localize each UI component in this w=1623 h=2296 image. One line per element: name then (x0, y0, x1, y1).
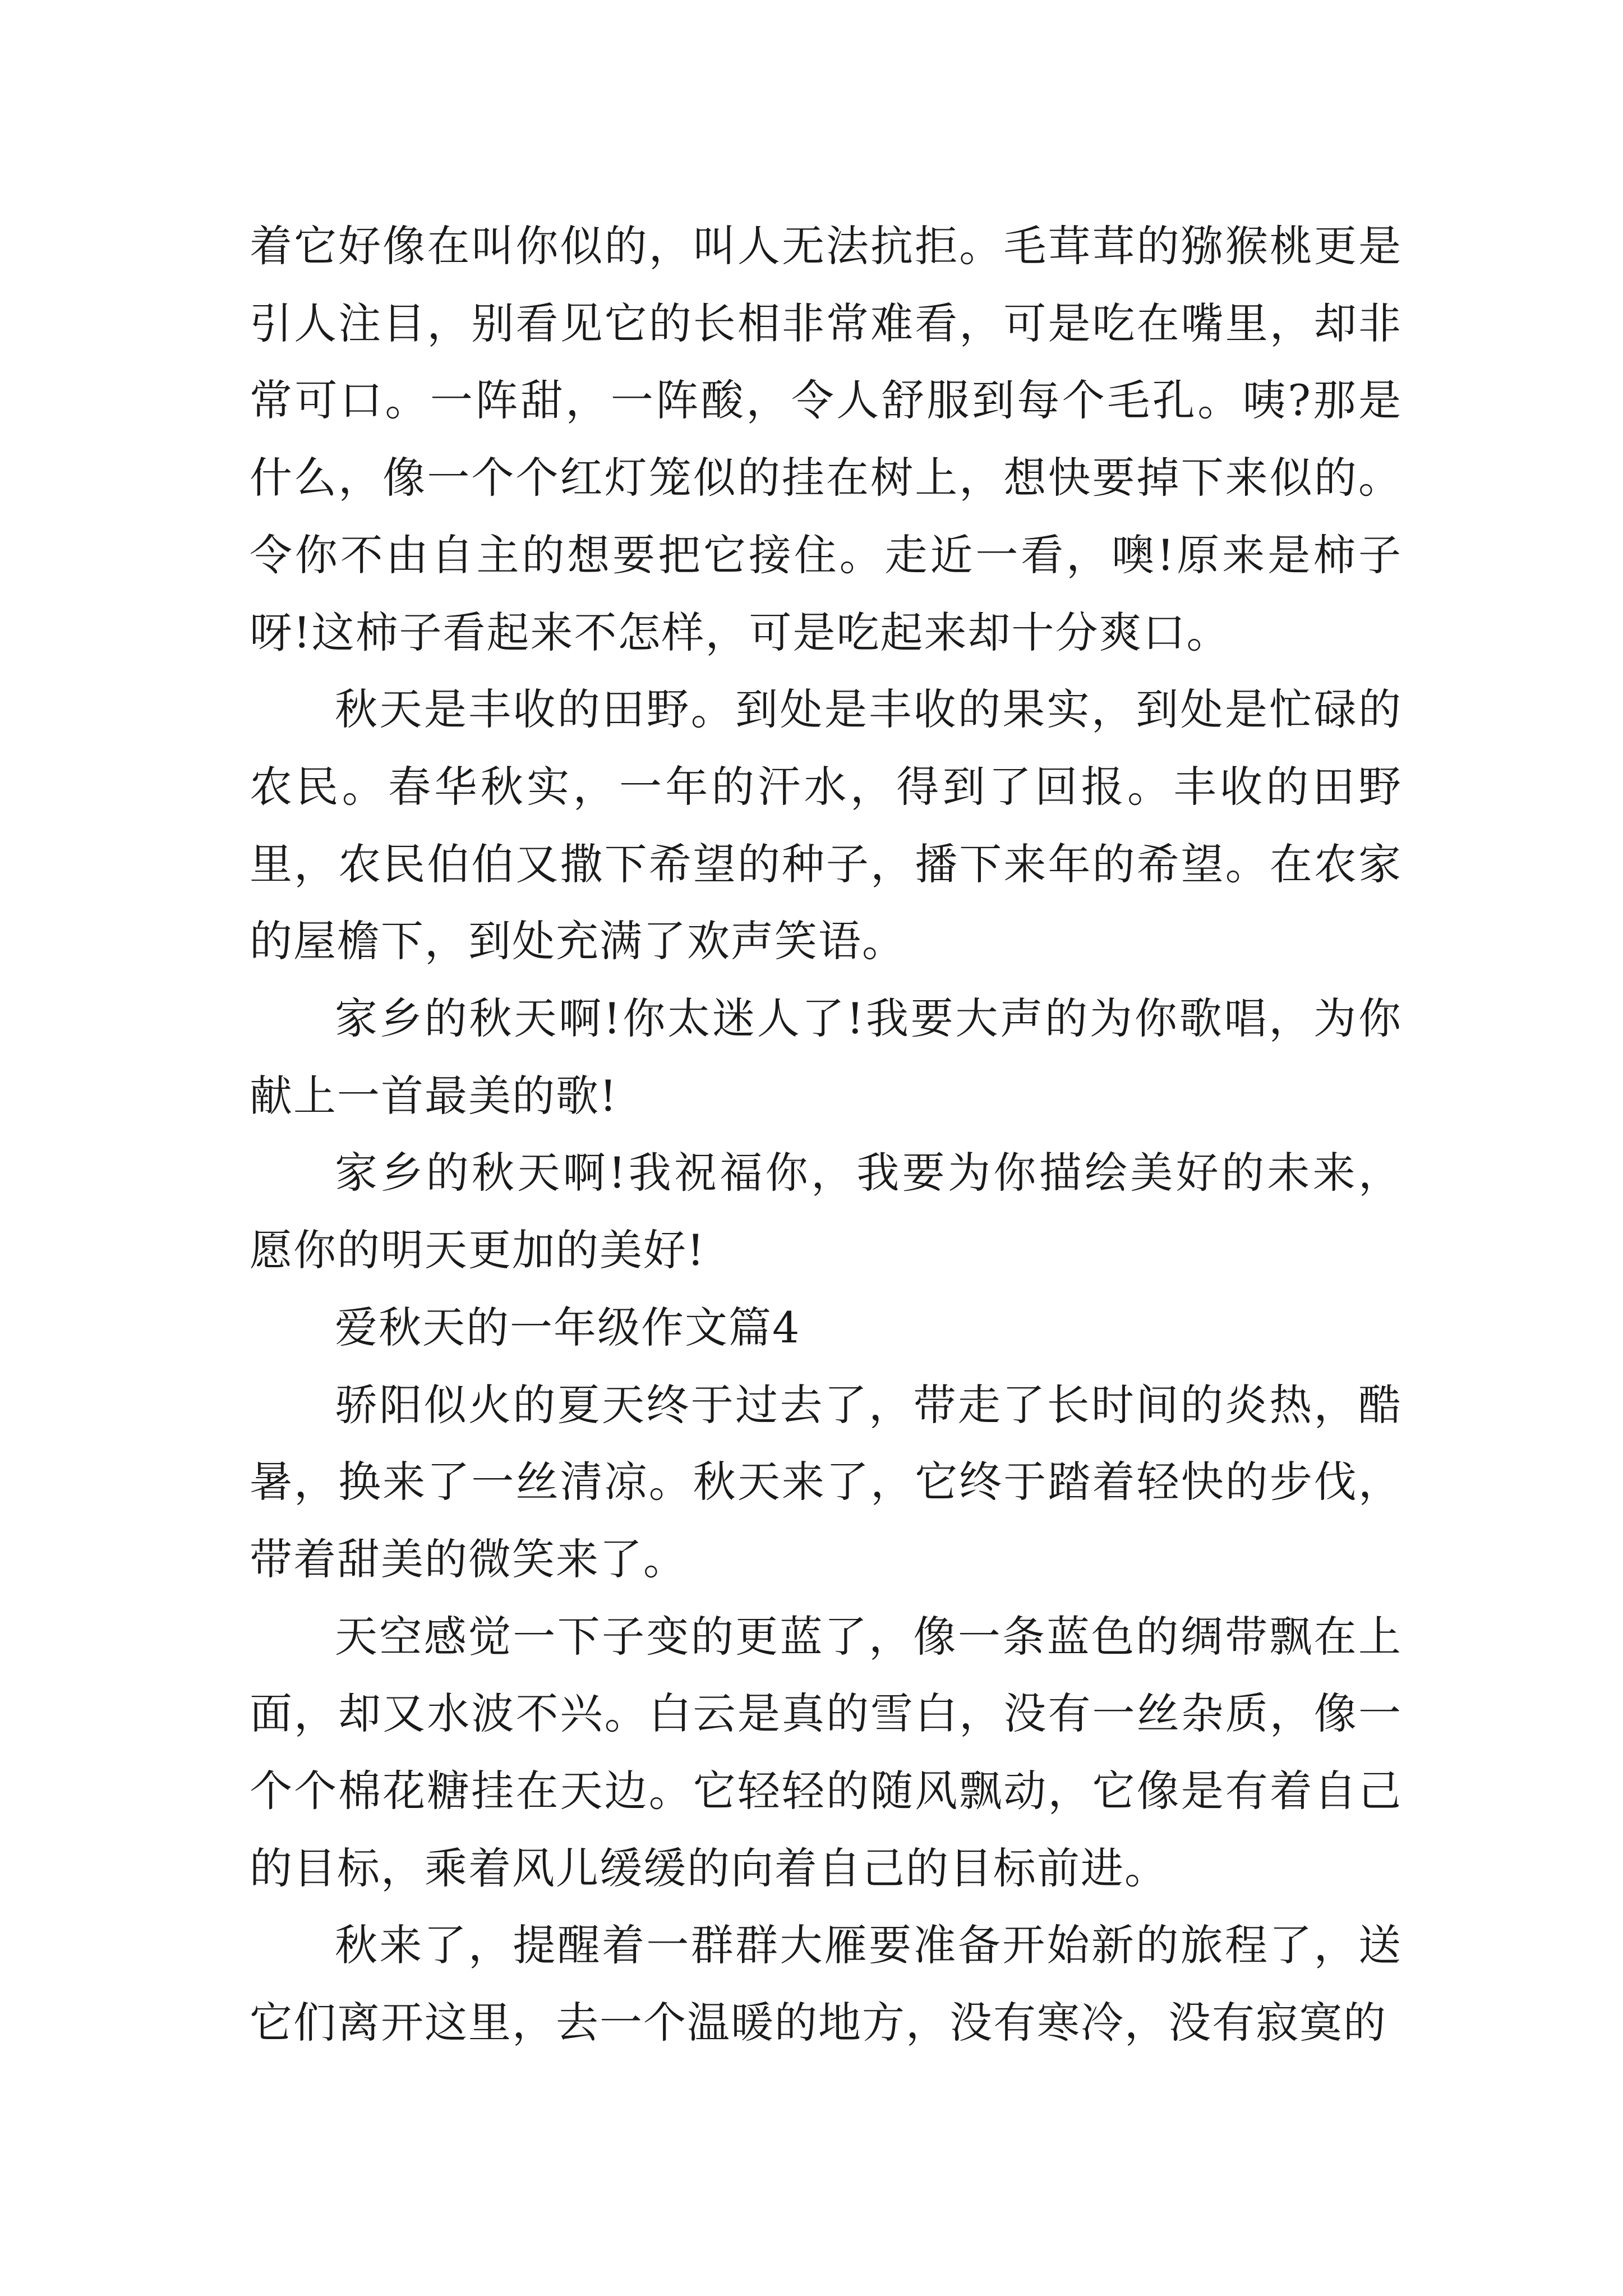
section-heading: 爱秋天的一年级作文篇4 (335, 1302, 801, 1352)
paragraph-hometown-charm: 家乡的秋天啊!你太迷人了!我要大声的为你歌唱，为你献上一首最美的歌! (250, 993, 1402, 1121)
document-body (250, 208, 1402, 2062)
paragraph-geese: 秋来了，提醒着一群群大雁要准备开始新的旅程了，送它们离开这里，去一个温暖的地方，没有寒冷，没有寂寞的 (250, 1920, 1402, 2048)
paragraph-continuation: 着它好像在叫你似的，叫人无法抗拒。毛茸茸的猕猴桃更是引人注目，别看见它的长相非常难看，可是吃在嘴里，却非常可口。一阵甜，一阵酸，令人舒服到每个毛孔。咦?那是什么，像一个个红灯笼似的挂在树上，想快要掉下来似的。令你不由自主的想要把它接住。走近一看，噢!原来是柿子呀!这柿子看起来不怎样，可是吃起来却十分爽口。 (250, 221, 1402, 657)
paragraph-harvest-fields: 秋天是丰收的田野。到处是丰收的果实，到处是忙碌的农民。春华秋实，一年的汗水，得到了回报。丰收的田野里，农民伯伯又撒下希望的种子，播下来年的希望。在农家的屋檐下，到处充满了欢声笑语。 (250, 684, 1402, 967)
paragraph-sky-clouds: 天空感觉一下子变的更蓝了，像一条蓝色的绸带飘在上面，却又水波不兴。白云是真的雪白，没有一丝杂质，像一个个棉花糖挂在天边。它轻轻的随风飘动，它像是有着自己的目标，乘着风儿缓缓的向着自己的目标前进。 (250, 1611, 1402, 1893)
paragraph-hometown-blessing: 家乡的秋天啊!我祝福你，我要为你描绘美好的未来，愿你的明天更加的美好! (250, 1148, 1402, 1276)
paragraph-summer-ends: 骄阳似火的夏天终于过去了，带走了长时间的炎热，酷暑，换来了一丝清凉。秋天来了，它终于踏着轻快的步伐，带着甜美的微笑来了。 (250, 1379, 1402, 1584)
